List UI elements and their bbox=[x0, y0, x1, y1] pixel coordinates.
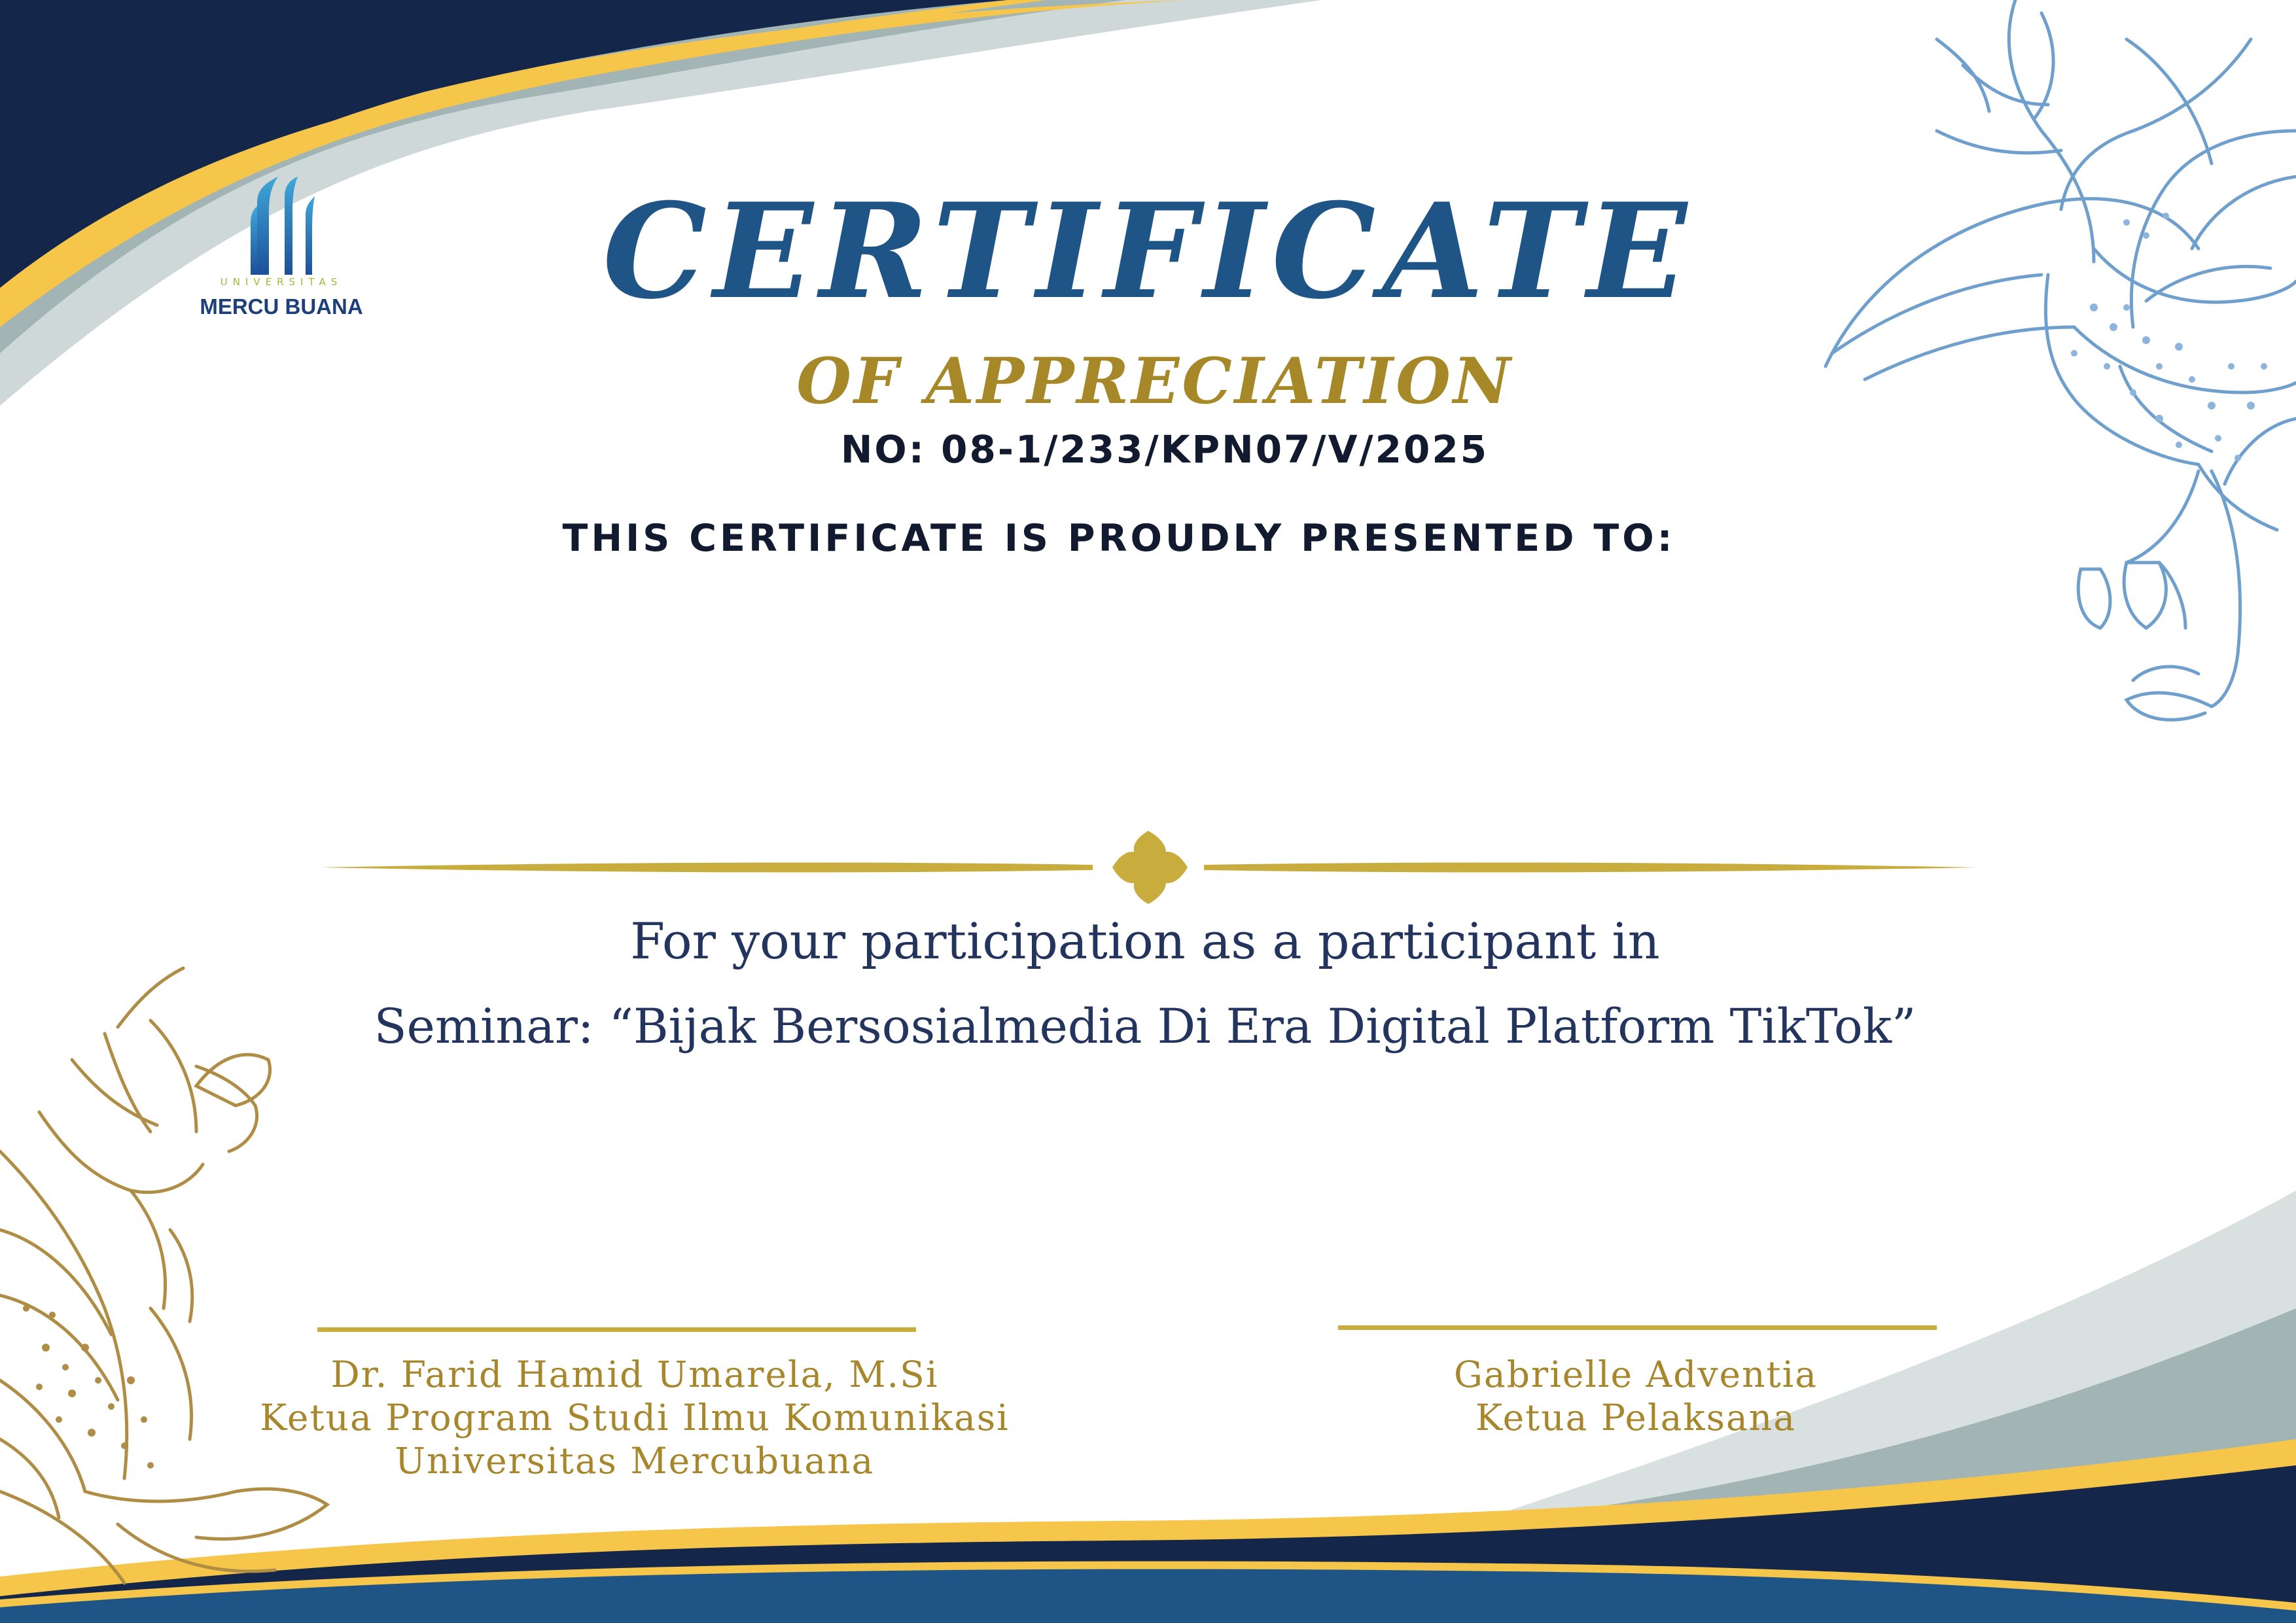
signatory-role: Ketua Program Studi Ilmu Komunikasi bbox=[260, 1397, 1010, 1439]
signatory-block-left bbox=[209, 1353, 1060, 1482]
logo-name: MERCU BUANA bbox=[200, 294, 363, 319]
gold-floral-decoration bbox=[0, 968, 327, 1583]
signatory-name: Gabrielle Adventia bbox=[1453, 1353, 1818, 1395]
certificate-subtitle: OF APPRECIATION bbox=[796, 344, 1513, 418]
gold-floral-dots bbox=[23, 1305, 154, 1469]
presented-to-label: THIS CERTIFICATE IS PROUDLY PRESENTED TO: bbox=[562, 517, 1676, 560]
seminar-title: Seminar: “Bijak Bersosialmedia Di Era Digital Platform TikTok” bbox=[374, 999, 1916, 1055]
participation-text: For your participation as a participant in bbox=[630, 912, 1660, 970]
signatory-block-right bbox=[1328, 1353, 1943, 1439]
signatory-role: Ketua Pelaksana bbox=[1475, 1397, 1796, 1439]
blue-floral-decoration bbox=[1826, 0, 2296, 720]
certificate-number: NO: 08-1/233/KPN07/V/2025 bbox=[840, 427, 1489, 472]
signature-line-left bbox=[317, 1327, 916, 1332]
logo-subtext: UNIVERSITAS bbox=[220, 276, 343, 288]
certificate-title: CERTIFICATE bbox=[603, 175, 1693, 328]
signature-line-right bbox=[1338, 1325, 1937, 1330]
signatory-institution: Universitas Mercubuana bbox=[395, 1440, 875, 1482]
divider-ornament bbox=[321, 831, 1976, 904]
signatory-name: Dr. Farid Hamid Umarela, M.Si bbox=[330, 1353, 939, 1395]
